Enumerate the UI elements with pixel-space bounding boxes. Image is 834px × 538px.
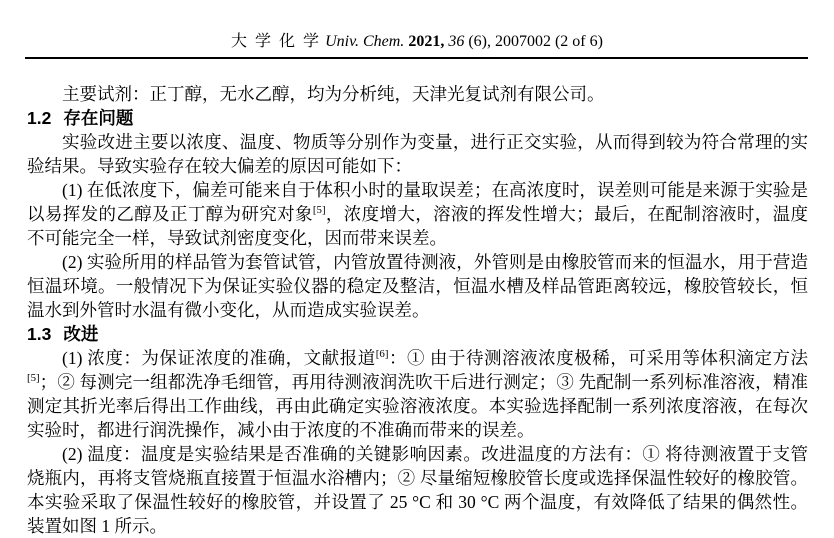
paragraph-improvement-1: (1) 浓度：为保证浓度的准确，文献报道[6]：① 由于待测溶液浓度极稀，可采用等体积滴定方法[5]；② 每测完一组都洗净毛细管，再用待测液润洗吹干后进行测定；③ 先配制一系列标准溶液，精准测定其折光率后得出工作曲线，再由此确定实验溶液浓度。本实验选择配制一系列浓度溶液，在每次实验时，都进行润洗操作，减小由于浓度的不准确而带来的误差。	[27, 348, 809, 440]
paragraph-improvement-2: (2) 温度：温度是实验结果是否准确的关键影响因素。改进温度的方法有：① 将待测液置于支管烧瓶内，再将支管烧瓶直接置于恒温水浴槽内；② 尽量缩短橡胶管长度或选择保温性较好的橡胶管。本实验采取了保温性较好的橡胶管，并设置了 25 °C 和 30 °C 两个温度，有效降低了结果的偶然性。装置如图 1 所示。	[27, 444, 808, 536]
section-number: 1.3	[27, 324, 52, 344]
journal-year: 2021,	[408, 33, 445, 50]
section-heading-1-3	[27, 322, 808, 346]
paragraph-problem-2: (2) 实验所用的样品管为套管试管，内管放置待测液，外管则是由橡胶管而来的恒温水，用于营造恒温环境。一般情况下为保证实验仪器的稳定及整洁，恒温水槽及样品管距离较远，橡胶管较长，恒温水到外管时水温有微小变化，从而造成实验误差。	[27, 252, 808, 320]
journal-title-cn: 大 学 化 学	[231, 33, 322, 50]
journal-title-en: Univ. Chem.	[325, 33, 405, 50]
section-number: 1.2	[27, 108, 52, 128]
header-rule	[25, 57, 808, 59]
section-heading-1-2	[27, 106, 808, 130]
section-title: 改进	[63, 324, 99, 344]
article-body	[27, 82, 808, 538]
paragraph-problems-intro: 实验改进主要以浓度、温度、物质等分别作为变量，进行正交实验，从而得到较为符合常理的实验结果。导致实验存在较大偏差的原因可能如下：	[27, 132, 808, 176]
paragraph-problem-1: (1) 在低浓度下，偏差可能来自于体积小时的量取误差；在高浓度时，误差则可能是来源于实验是以易挥发的乙醇及正丁醇为研究对象[5]，浓度增大，溶液的挥发性增大；最后，在配制溶液时，温度不可能完全一样，导致试剂密度变化，因而带来误差。	[27, 180, 809, 248]
journal-header	[0, 28, 834, 51]
paragraph-reagents: 主要试剂：正丁醇，无水乙醇，均为分析纯，天津光复试剂有限公司。	[62, 84, 605, 104]
journal-issue-info: (6), 2007002 (2 of 6)	[468, 33, 603, 50]
section-title: 存在问题	[63, 108, 134, 128]
journal-volume: 36	[448, 33, 465, 50]
